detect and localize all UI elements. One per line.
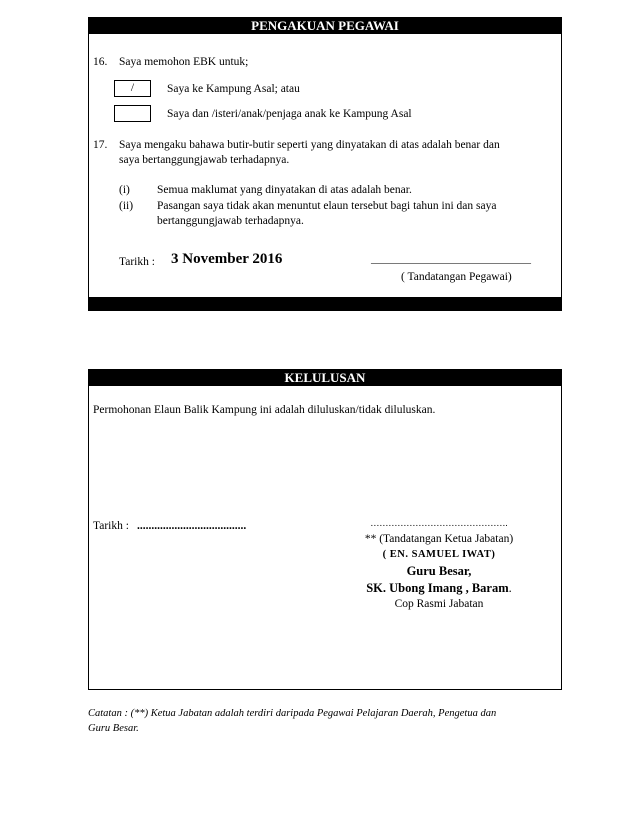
head-signature-label: ** (Tandatangan Ketua Jabatan) — [364, 533, 514, 545]
officer-title: Guru Besar, — [406, 564, 472, 578]
declaration-header: PENGAKUAN PEGAWAI — [89, 18, 561, 34]
approval-statement: Permohonan Elaun Balik Kampung ini adalah diluluskan/tidak diluluskan. — [93, 404, 436, 416]
sub-item2-text-line1: Pasangan saya tidak akan menuntut elaun tersebut bagi tahun ini dan saya — [157, 200, 497, 212]
item16-text: Saya memohon EBK untuk; — [119, 56, 249, 68]
approval-date-field[interactable]: ...................................... — [137, 520, 247, 532]
head-signature-block — [339, 517, 539, 611]
option2-checkbox[interactable] — [114, 105, 151, 122]
school-name-period: . — [508, 581, 512, 595]
sub-item1-number: (i) — [119, 184, 130, 196]
officer-signature-label: ( Tandatangan Pegawai) — [401, 271, 512, 283]
note-line2: Guru Besar. — [88, 723, 139, 734]
approval-section — [88, 369, 562, 690]
official-stamp-label: Cop Rasmi Jabatan — [394, 598, 484, 610]
sub-item2-number: (ii) — [119, 200, 134, 212]
declaration-date-value: 3 November 2016 — [171, 251, 283, 267]
approval-header: KELULUSAN — [89, 370, 561, 386]
school-name-line — [339, 580, 539, 596]
officer-signature-line: ________________________________ — [371, 254, 531, 265]
option1-label: Saya ke Kampung Asal; atau — [167, 83, 300, 95]
item16-number: 16. — [93, 56, 108, 68]
sub-item1-text: Semua maklumat yang dinyatakan di atas adalah benar. — [157, 184, 412, 196]
item17-number: 17. — [93, 139, 108, 151]
option1-check-mark: / — [130, 82, 135, 94]
approval-date-label: Tarikh : — [93, 520, 129, 532]
option2-label: Saya dan /isteri/anak/penjaga anak ke Kampung Asal — [167, 108, 412, 120]
note-line1: Catatan : (**) Ketua Jabatan adalah terdiri daripada Pegawai Pelajaran Daerah, Pengetua dan — [88, 708, 497, 719]
school-name: SK. Ubong Imang , Baram — [366, 581, 509, 595]
item17-text-line2: saya bertanggungjawab terhadapnya. — [119, 154, 290, 166]
declaration-date-label: Tarikh : — [119, 256, 155, 268]
sub-item2-text-line2: bertanggungjawab terhadapnya. — [157, 215, 304, 227]
declaration-section — [88, 17, 562, 311]
option1-checkbox[interactable] — [114, 80, 151, 97]
item17-text-line1: Saya mengaku bahawa butir-butir seperti yang dinyatakan di atas adalah benar dan — [119, 139, 500, 151]
officer-name: ( EN. SAMUEL IWAT) — [382, 549, 496, 560]
head-signature-line: ………………………………………. — [370, 518, 508, 528]
declaration-footer-bar — [89, 297, 561, 310]
